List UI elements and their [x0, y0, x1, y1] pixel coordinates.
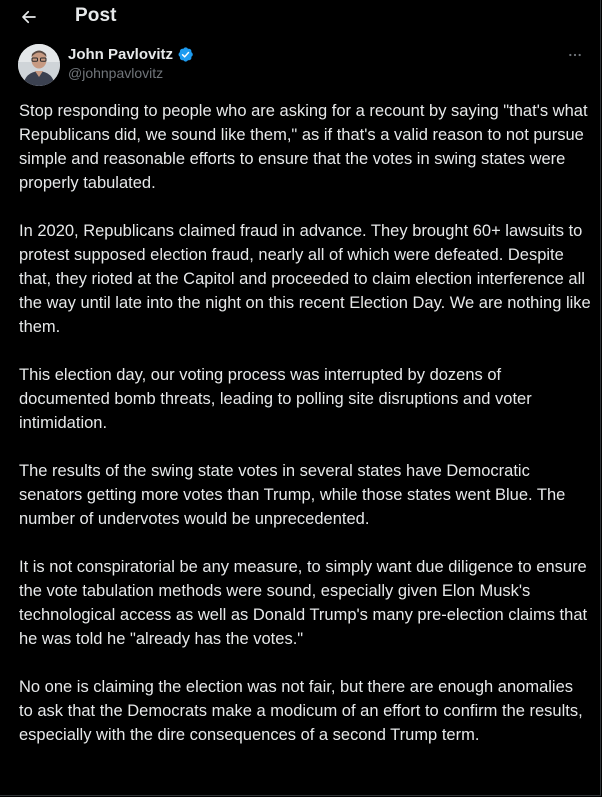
verified-badge-icon [177, 46, 194, 63]
top-header [0, 0, 600, 34]
post-paragraph: No one is claiming the election was not fair, but there are enough anomalies to ask that the Democrats make a modicum of an effort to confirm the results, especially with the dire consequences of a second Trump term. [19, 678, 583, 744]
page-title: Post [75, 5, 117, 26]
post-text [19, 99, 591, 747]
post-paragraph: Stop responding to people who are asking for a recount by saying "that's what Republicans did, we sound like them," as if that's a valid reason to not pursue simple and reasonable efforts to ensure that the votes in swing states were properly tabulated. [19, 102, 588, 192]
avatar[interactable] [18, 44, 60, 86]
more-horizontal-icon [567, 47, 583, 63]
arrow-left-icon [20, 8, 38, 26]
profile-photo [18, 44, 60, 86]
back-button[interactable] [14, 3, 44, 31]
post-paragraph: In 2020, Republicans claimed fraud in advance. They brought 60+ lawsuits to protest supposed election fraud, nearly all of which were defeated. Despite that, they rioted at the Capitol and proceeded to claim election interference all the way until late into the night on this recent Election Day. We are nothing like them. [19, 222, 591, 336]
post-paragraph: This election day, our voting process was interrupted by dozens of documented bomb threats, leading to polling site disruptions and voter intimidation. [19, 366, 532, 432]
author-handle[interactable]: @johnpavlovitz [68, 65, 164, 81]
post-paragraph: The results of the swing state votes in several states have Democratic senators getting more votes than Trump, while those states went Blue. The number of undervotes would be unprecedented. [19, 462, 566, 528]
more-options-button[interactable] [562, 44, 588, 66]
author-name-row[interactable] [68, 44, 194, 64]
post-paragraph: It is not conspiratorial be any measure, to simply want due diligence to ensure the vote tabulation methods were sound, especially given Elon Musk's technological access as well as Donald Trump's many pre-election claims that he was told he "already has the votes." [19, 558, 588, 648]
author-name[interactable]: John Pavlovitz [68, 45, 174, 63]
